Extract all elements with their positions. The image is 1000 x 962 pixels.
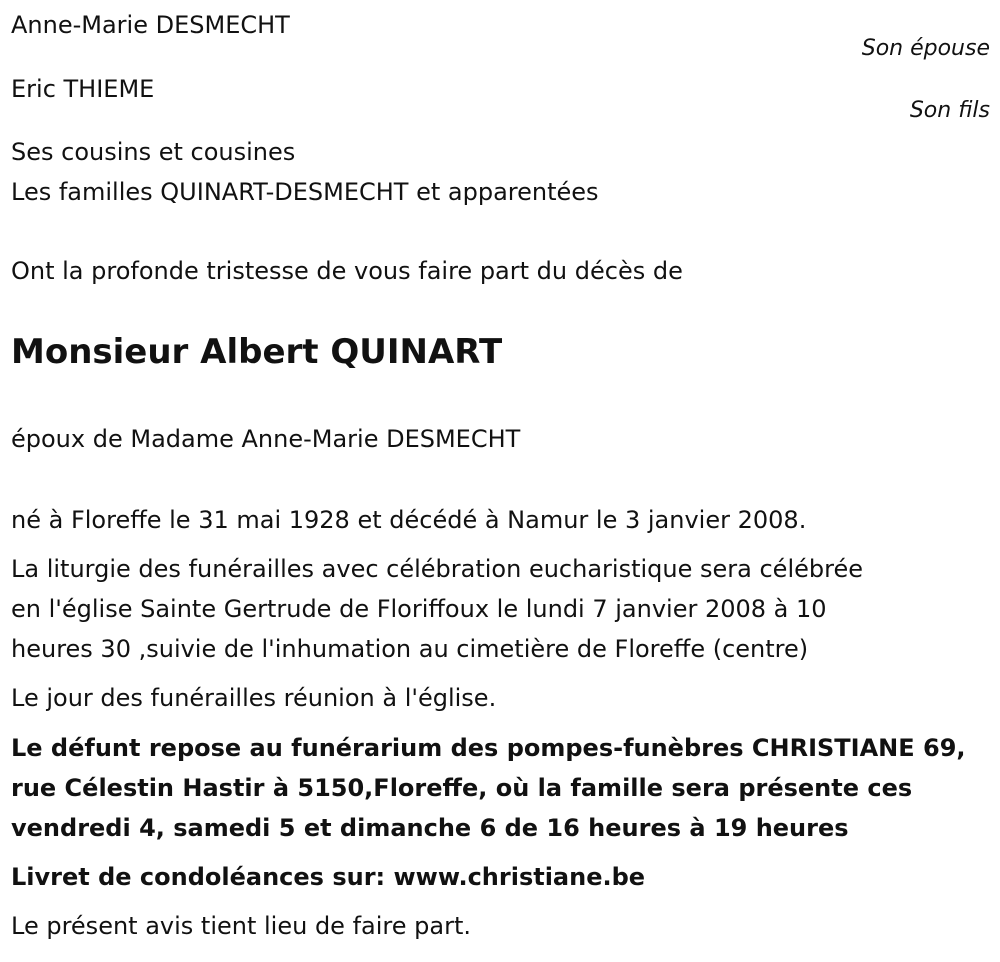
- closing-text: Le présent avis tient lieu de faire part.: [11, 912, 471, 940]
- family-relation-2: Son fils: [909, 98, 990, 123]
- funeral-home-line-3: vendredi 4, samedi 5 et dimanche 6 de 16 heures à 19 heures: [11, 814, 849, 842]
- deceased-name: Monsieur Albert QUINART: [11, 332, 503, 372]
- funeral-home-line-1: Le défunt repose au funérarium des pompes-funèbres CHRISTIANE 69,: [11, 734, 966, 762]
- family-relation-1: Son épouse: [861, 36, 990, 61]
- family-name-2: Eric THIEME: [11, 75, 155, 103]
- condolences-text: Livret de condoléances sur: www.christiane.be: [11, 863, 646, 891]
- announcement-text: Ont la profonde tristesse de vous faire part du décès de: [11, 257, 683, 285]
- funeral-home-line-2: rue Célestin Hastir à 5150,Floreffe, où la famille sera présente ces: [11, 774, 913, 802]
- liturgy-line-3: heures 30 ,suivie de l'inhumation au cimetière de Floreffe (centre): [11, 635, 809, 663]
- birth-death-text: né à Floreffe le 31 mai 1928 et décédé à Namur le 3 janvier 2008.: [11, 506, 807, 534]
- family-name-1: Anne-Marie DESMECHT: [11, 11, 290, 39]
- liturgy-line-1: La liturgie des funérailles avec célébration eucharistique sera célébrée: [11, 555, 863, 583]
- relatives-line-2: Les familles QUINART-DESMECHT et apparentées: [11, 178, 599, 206]
- meeting-text: Le jour des funérailles réunion à l'église.: [11, 684, 497, 712]
- liturgy-line-2: en l'église Sainte Gertrude de Floriffoux le lundi 7 janvier 2008 à 10: [11, 595, 827, 623]
- relatives-line-1: Ses cousins et cousines: [11, 138, 296, 166]
- spouse-of-text: époux de Madame Anne-Marie DESMECHT: [11, 425, 521, 453]
